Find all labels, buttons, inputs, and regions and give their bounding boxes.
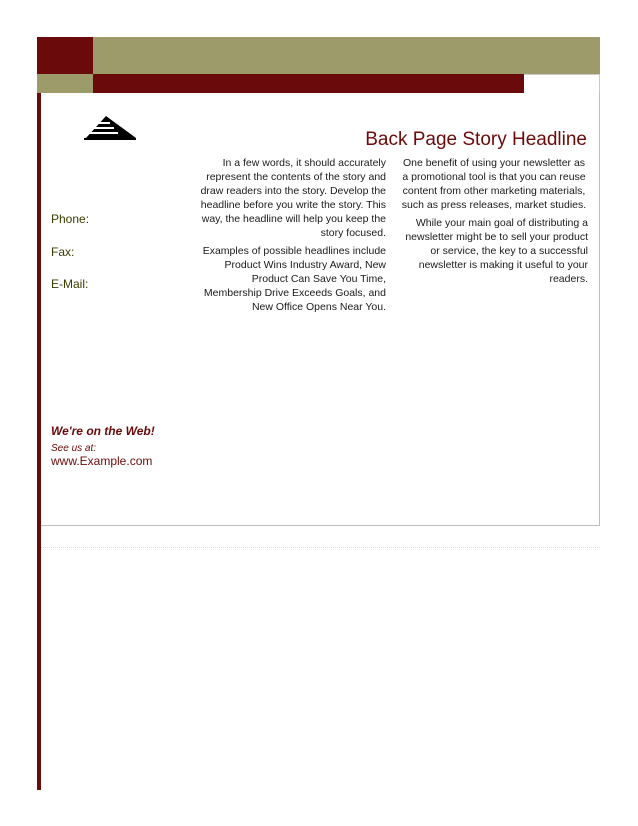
- header-block-olive: [37, 74, 93, 93]
- fax-label: Fax:: [51, 245, 75, 259]
- header-block-maroon: [37, 37, 93, 74]
- web-heading: We're on the Web!: [51, 424, 155, 438]
- story-paragraph: While your main goal of distributing a newsletter might be to sell your product or service, the key to a successful newsletter is making it useful to your readers.: [405, 217, 588, 285]
- header-band-olive: [93, 37, 600, 74]
- company-logo-icon: [84, 116, 136, 140]
- phone-label: Phone:: [51, 212, 90, 226]
- story-headline: Back Page Story Headline: [365, 129, 587, 150]
- header-band-maroon: [93, 74, 524, 93]
- story-column-1: [196, 156, 386, 318]
- header-block-white: [524, 74, 600, 93]
- story-paragraph: Examples of possible headlines include Product Wins Industry Award, New Product Can Save You Time, Membership Drive Exceeds Goals, and New Office Opens Near You.: [202, 245, 386, 313]
- story-column-2: [400, 156, 588, 290]
- story-paragraph: One benefit of using your newsletter as a promotional tool is that you can reuse content from other marketing materials, such as press releases, market studies.: [401, 157, 587, 211]
- website-link[interactable]: www.Example.com: [51, 454, 153, 468]
- story-paragraph: In a few words, it should accurately represent the contents of the story and draw readers into the story. Develop the headline before you write the story. This way, the headline will help you keep the story focused.: [200, 157, 386, 239]
- dotted-divider: [41, 547, 600, 548]
- email-label: E-Mail:: [51, 277, 89, 291]
- see-us-label: See us at:: [51, 443, 97, 454]
